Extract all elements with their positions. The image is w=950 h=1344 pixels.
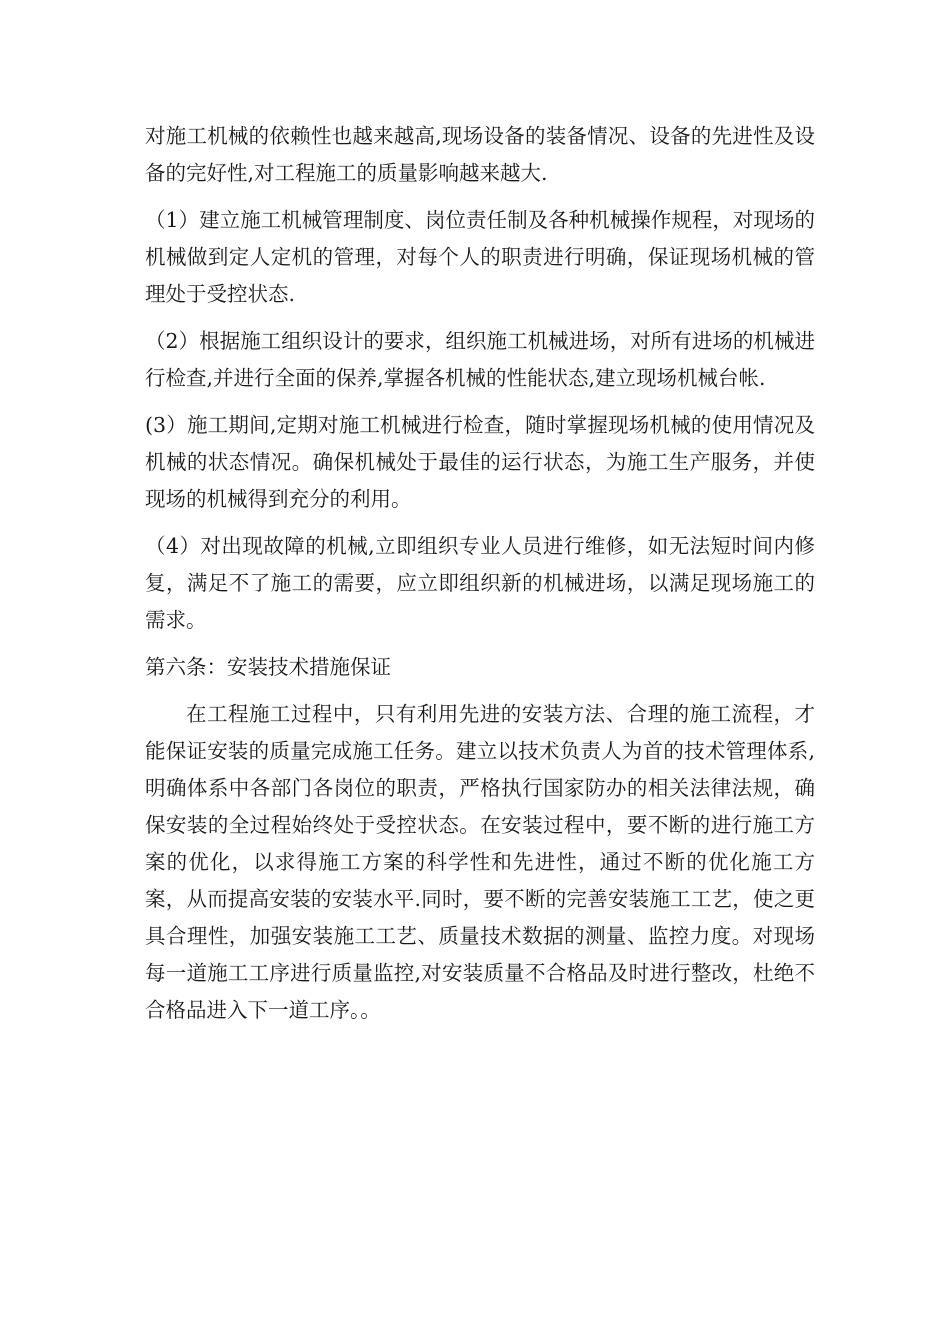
- paragraph-item-3: (3）施工期间,定期对施工机械进行检查，随时掌握现场机械的使用情况及机械的状态情况。确保机械处于最佳的运行状态，为施工生产服务，并使现场的机械得到充分的利用。: [145, 413, 815, 511]
- paragraph-item-4: （4）对出现故障的机械,立即组织专业人员进行维修，如无法短时间内修复，满足不了施工的需要，应立即组织新的机械进场，以满足现场施工的需求。: [145, 534, 815, 632]
- document-body: [145, 118, 815, 1039]
- paragraph-machinery-dependence: 对施工机械的依赖性也越来越高,现场设备的装备情况、设备的先进性及设备的完好性,对工程施工的质量影响越来越大.: [145, 124, 815, 185]
- paragraph-item-2: （2）根据施工组织设计的要求，组织施工机械进场，对所有进场的机械进行检查,并进行全面的保养,掌握各机械的性能状态,建立现场机械台帐.: [145, 329, 815, 390]
- paragraph-item-1: （1）建立施工机械管理制度、岗位责任制及各种机械操作规程，对现场的机械做到定人定机的管理，对每个人的职责进行明确，保证现场机械的管理处于受控状态.: [145, 208, 815, 306]
- section-body-paragraph: 在工程施工过程中，只有利用先进的安装方法、合理的施工流程，才能保证安装的质量完成施工任务。建立以技术负责人为首的技术管理体系,明确体系中各部门各岗位的职责，严格执行国家防办的相关法律法规，确保安装的全过程始终处于受控状态。在安装过程中，要不断的进行施工方案的优化，以求得施工方案的科学性和先进性，通过不断的优化施工方案，从而提高安装的安装水平.同时，要不断的完善安装施工工艺，使之更具合理性，加强安装施工工艺、质量技术数据的测量、监控力度。对现场每一道施工工序进行质量监控,对安装质量不合格品及时进行整改，杜绝不合格品进入下一道工序。。: [145, 702, 815, 1022]
- section-heading: 第六条：安装技术措施保证: [145, 655, 391, 679]
